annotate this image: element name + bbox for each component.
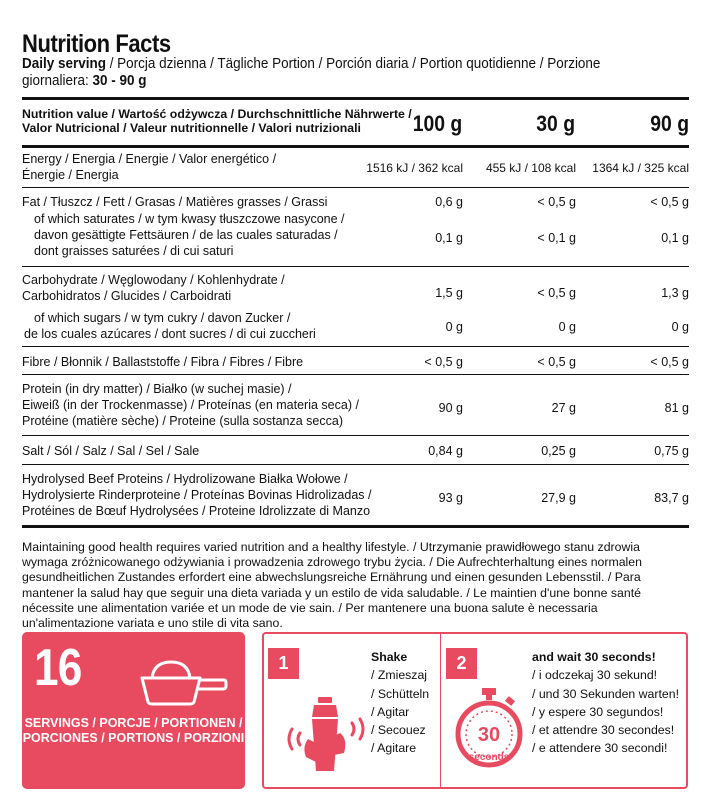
row-fibre (22, 354, 689, 370)
sugars-label-2: de los cuales azúcares / dont sucres / di cui zuccheri (24, 327, 316, 341)
energy-90g: 1364 kJ / 325 kcal (592, 161, 689, 175)
protein-90g: 81 g (664, 401, 689, 415)
row-salt (22, 443, 689, 459)
sugars-100g: 0 g (445, 320, 463, 334)
salt-90g: 0,75 g (654, 444, 689, 458)
saturates-30g: < 0,1 g (537, 231, 576, 245)
protein-30g: 27 g (551, 401, 576, 415)
step-1-line: / Secouez (371, 723, 426, 738)
table-top-rule (22, 97, 689, 100)
serving-amount: 30 - 90 g (92, 73, 147, 89)
servings-label-2: PORCIONES / PORTIONS / PORZIONI (22, 731, 245, 745)
step-1-line: Shake (371, 650, 408, 664)
step-2-line: and wait 30 seconds! (532, 650, 656, 664)
saturates-90g: 0,1 g (661, 231, 689, 245)
protein-label-3: Protéine (matière sèche) / Proteine (sulla sostanza secca) (22, 414, 343, 428)
salt-label: Salt / Sól / Salz / Sal / Sel / Sale (22, 444, 200, 458)
hydrolysed-label-2: Hydrolysierte Rinderproteine / Proteínas Bovinas Hidrolizadas / (22, 488, 372, 502)
step-2-text (532, 648, 679, 758)
header-rule (22, 145, 689, 148)
step-1-text (371, 648, 429, 758)
rule (22, 346, 689, 347)
step-1-line: / Agitare (371, 741, 417, 756)
salt-30g: 0,25 g (541, 444, 576, 458)
fat-30g: < 0,5 g (537, 195, 576, 209)
carbs-100g: 1,5 g (435, 286, 463, 300)
step-2-line: / i odczekaj 30 sekund! (532, 668, 658, 683)
column-90g: 90 g (650, 111, 689, 136)
hydrolysed-label-3: Protéines de Bœuf Hydrolysées / Proteine Idrolizzate di Manzo (22, 504, 371, 518)
servings-label-1: SERVINGS / PORCJE / PORTIONEN / (24, 716, 243, 730)
step-1-line: / Agitar (371, 704, 410, 719)
row-carbohydrate (22, 272, 689, 308)
step-1-line: / Schütteln (371, 686, 430, 701)
row-protein (22, 381, 689, 431)
sugars-label-1: of which sugars / w tym cukry / davon Zucker / (34, 311, 291, 325)
timer-number: 30 (477, 724, 501, 746)
energy-100g: 1516 kJ / 362 kcal (366, 161, 463, 175)
rule (22, 374, 689, 375)
table-header (22, 103, 689, 148)
step-1-line: / Zmieszaj (371, 668, 428, 683)
rule (22, 187, 689, 188)
divider (440, 634, 441, 787)
step-2-line: / et attendre 30 secondes! (532, 723, 675, 738)
servings-number: 16 (34, 639, 82, 697)
hydrolysed-label-1: Hydrolysed Beef Proteins / Hydrolizowane Białka Wołowe / (22, 472, 348, 486)
row-energy (22, 151, 689, 187)
fat-100g: 0,6 g (435, 195, 463, 209)
hydrolysed-100g: 93 g (438, 491, 463, 505)
protein-100g: 90 g (438, 401, 463, 415)
sugars-30g: 0 g (558, 320, 576, 334)
timer-word: seconds (468, 752, 510, 763)
protein-label-1: Protein (in dry matter) / Białko (w suchej masie) / (22, 382, 292, 396)
row-fat (22, 194, 689, 210)
fibre-30g: < 0,5 g (537, 355, 576, 369)
header-label-line2: Valor Nutricional / Valeur nutritionnelle / Valori nutrizionali (22, 121, 361, 135)
column-100g: 100 g (412, 111, 462, 136)
saturates-100g: 0,1 g (435, 231, 463, 245)
saturates-label-3: dont graisses saturées / di cui saturi (34, 244, 234, 258)
step-2-badge: 2 (446, 648, 477, 679)
row-sugars (22, 310, 689, 344)
sugars-90g: 0 g (671, 320, 689, 334)
daily-serving (22, 56, 654, 90)
column-30g: 30 g (536, 111, 575, 136)
rule (22, 266, 689, 267)
carbs-90g: 1,3 g (661, 286, 689, 300)
hydrolysed-30g: 27,9 g (541, 491, 576, 505)
energy-label-2: Énergie / Energia (22, 168, 119, 182)
saturates-label-2: davon gesättigte Fettsäuren / de las cuales saturadas / (34, 228, 338, 242)
step-2-line: / und 30 Sekunden warten! (532, 686, 679, 701)
rule (22, 464, 689, 465)
disclaimer-text: Maintaining good health requires varied nutrition and a healthy lifestyle. / Utrzymanie prawidłowego stanu zdrowia wymaga zróżnicowanego odżywiania i prowadzenia zdrowego trybu życia. / Die Aufrechterhaltung eines normalen gesundheitlichen Zustandes erfordert eine abwechslungsreiche Ernährung und einen gesunden Lebensstil. / Para mantener la salud hay que seguir una dieta variada y un estilo de vida saludable. / Le maintien d'une bonne santé nécessite une alimentation variée et un mode de vie sain. / Per mantenere una buona salute è necessaria un'alimentazione variata e uno stile di vita sano. (22, 540, 642, 631)
table-bottom-rule (22, 525, 689, 528)
carbs-label-2: Carbohidratos / Glucides / Carboidrati (22, 289, 232, 303)
fibre-100g: < 0,5 g (424, 355, 463, 369)
page-title: Nutrition Facts (22, 30, 171, 58)
fibre-label: Fibre / Błonnik / Ballaststoffe / Fibra / Fibres / Fibre (22, 355, 304, 369)
row-saturates (22, 211, 689, 261)
step-2-line: / y espere 30 segundos! (532, 704, 664, 719)
fat-label: Fat / Tłuszcz / Fett / Grasas / Matières grasses / Grassi (22, 195, 328, 209)
carbs-30g: < 0,5 g (537, 286, 576, 300)
scoop-icon (140, 656, 228, 708)
stopwatch-icon (454, 686, 524, 778)
fibre-90g: < 0,5 g (650, 355, 689, 369)
step-1-badge: 1 (268, 648, 299, 679)
hydrolysed-90g: 83,7 g (654, 491, 689, 505)
servings-box (22, 632, 245, 789)
salt-100g: 0,84 g (428, 444, 463, 458)
carbs-label-1: Carbohydrate / Węglowodany / Kohlenhydrate / (22, 273, 285, 287)
energy-label-1: Energy / Energia / Energie / Valor energético / (22, 152, 277, 166)
serving-text: / Porcja dzienna / Tägliche Portion / Porción diaria / Portion quotidienne / Porzione giornaliera: (22, 56, 601, 89)
step-2-line: / e attendere 30 secondi! (532, 741, 668, 756)
fat-90g: < 0,5 g (650, 195, 689, 209)
shaker-icon (284, 689, 368, 779)
energy-30g: 455 kJ / 108 kcal (485, 161, 576, 175)
instructions-box (262, 632, 688, 789)
serving-label: Daily serving (22, 56, 106, 72)
header-label-line1: Nutrition value / Wartość odżywcza / Durchschnittliche Nährwerte / (22, 107, 412, 121)
protein-label-2: Eiweiß (in der Trockenmasse) / Proteínas (en materia seca) / (22, 398, 359, 412)
row-hydrolysed-beef-proteins (22, 471, 689, 521)
rule (22, 435, 689, 436)
saturates-label-1: of which saturates / w tym kwasy tłuszczowe nasycone / (34, 212, 345, 226)
